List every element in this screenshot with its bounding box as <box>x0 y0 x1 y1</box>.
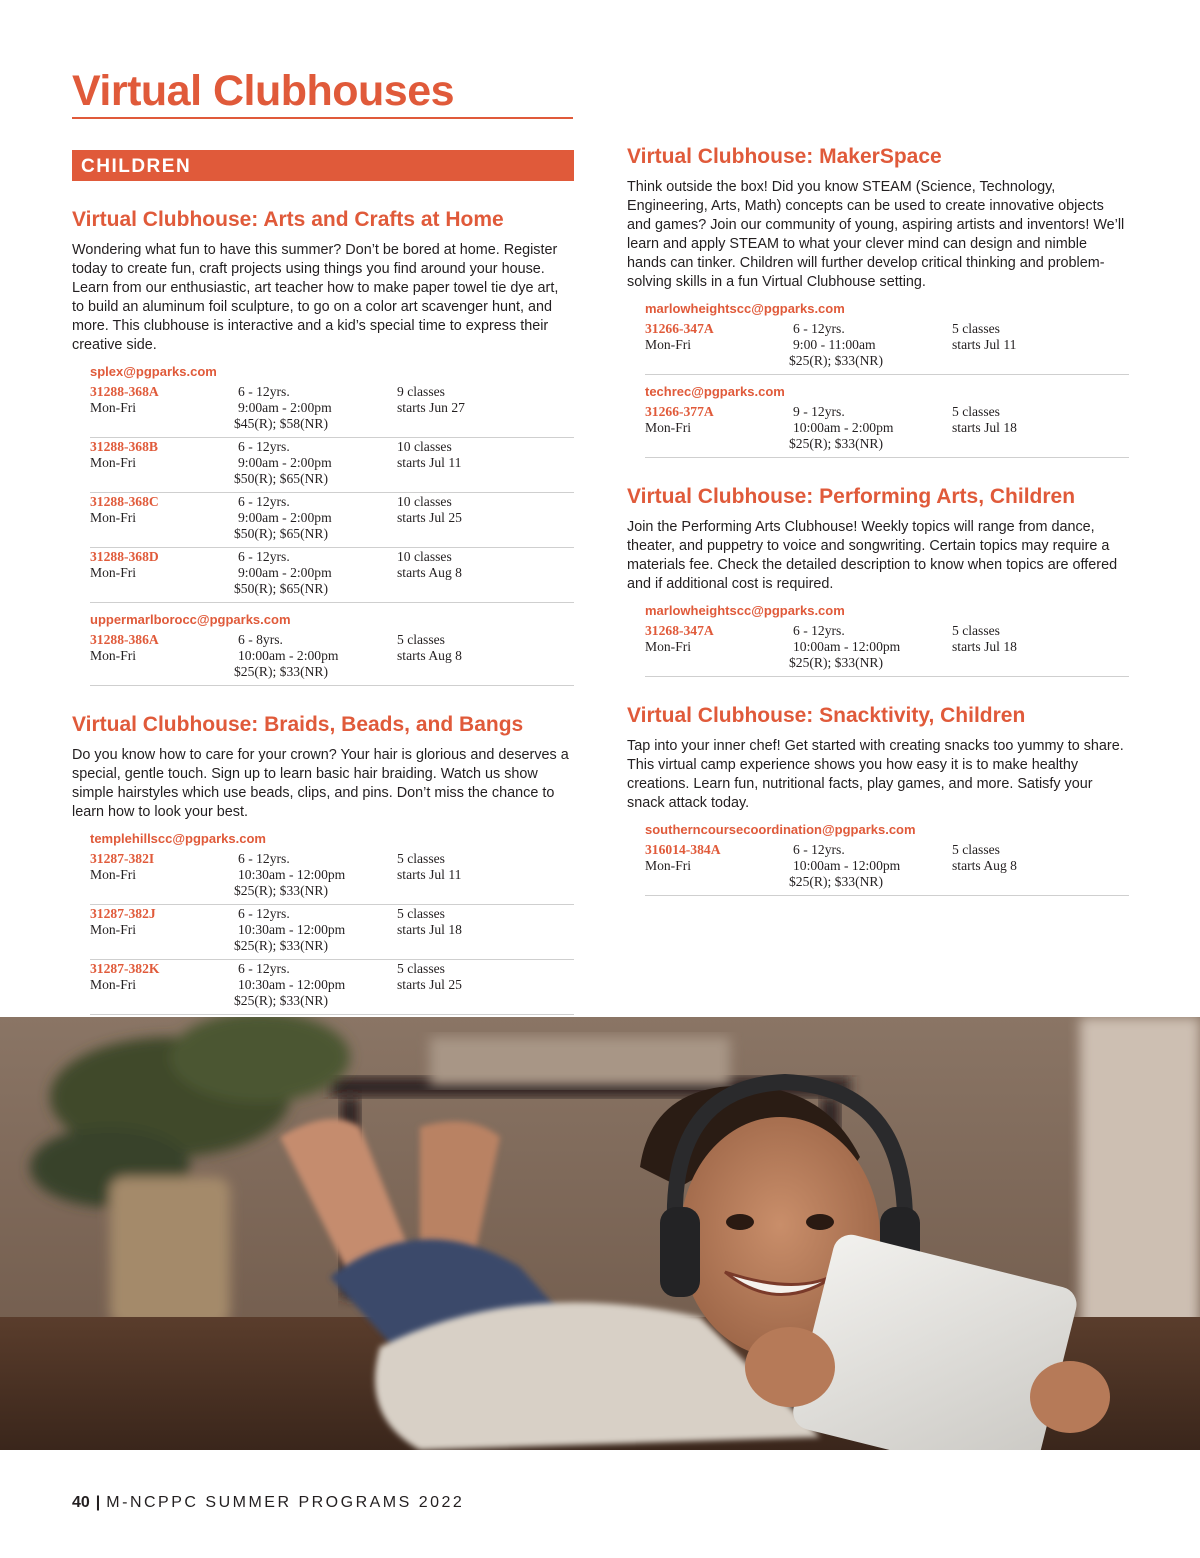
left-program-list <box>72 207 574 1015</box>
contact-email-link[interactable]: splex@pgparks.com <box>90 364 217 379</box>
offering-row <box>90 549 574 603</box>
course-start-date: starts Aug 8 <box>397 565 462 580</box>
course-ages: 6 - 12yrs. <box>238 961 290 976</box>
program-section <box>627 144 1129 458</box>
contact-email-link[interactable]: techrec@pgparks.com <box>645 384 785 399</box>
course-ages: 6 - 8yrs. <box>238 632 283 647</box>
course-time: 9:00am - 2:00pm <box>238 455 332 470</box>
course-code: 31268-347A <box>645 623 714 638</box>
course-start-date: starts Jul 11 <box>397 867 462 882</box>
left-column <box>72 150 574 1041</box>
course-fee: $45(R); $58(NR) <box>234 416 329 431</box>
course-days: Mon-Fri <box>90 977 137 992</box>
course-days: Mon-Fri <box>645 639 692 654</box>
course-time: 9:00am - 2:00pm <box>238 400 332 415</box>
offering-row <box>645 842 1129 896</box>
course-start-date: starts Aug 8 <box>952 858 1017 873</box>
footer-separator: | <box>95 1494 101 1511</box>
course-days: Mon-Fri <box>90 648 137 663</box>
course-start-date: starts Jul 11 <box>397 455 462 470</box>
course-code: 31288-368D <box>90 549 159 564</box>
course-start-date: starts Jun 27 <box>397 400 465 415</box>
course-time: 10:00am - 2:00pm <box>793 420 894 435</box>
course-fee: $50(R); $65(NR) <box>234 526 329 541</box>
offering-row <box>90 961 574 1015</box>
course-ages: 6 - 12yrs. <box>238 439 290 454</box>
course-class-count: 5 classes <box>397 632 445 647</box>
offering-list <box>90 831 574 1015</box>
program-description: Tap into your inner chef! Get started with creating snacks too yummy to share. This virtual camp experience shows you how easy it is to make healthy creations. Learn fun, nutritional facts, play games, and more. Satisfy your snack attack today. <box>627 738 1124 811</box>
course-fee: $25(R); $33(NR) <box>789 874 884 889</box>
course-code: 31266-377A <box>645 404 714 419</box>
offering-row <box>90 906 574 960</box>
course-days: Mon-Fri <box>645 337 692 352</box>
course-fee: $50(R); $65(NR) <box>234 471 329 486</box>
offering-list <box>90 364 574 686</box>
course-days: Mon-Fri <box>645 858 692 873</box>
course-start-date: starts Jul 18 <box>952 639 1017 654</box>
course-fee: $25(R); $33(NR) <box>789 655 884 670</box>
program-description: Do you know how to care for your crown? Your hair is glorious and deserves a special, gentle touch. Sign up to learn basic hair braiding. Watch us show simple hairstyles which use beads, clips, and pins. Don’t miss the chance to learn how to look your best. <box>72 747 569 820</box>
offering-row <box>90 439 574 493</box>
course-days: Mon-Fri <box>90 455 137 470</box>
offering-list <box>645 822 1129 896</box>
course-ages: 6 - 12yrs. <box>793 842 845 857</box>
offering-list <box>645 603 1129 677</box>
course-start-date: starts Jul 18 <box>952 420 1017 435</box>
program-section <box>72 207 574 686</box>
child-with-tablet-photo <box>0 1017 1200 1450</box>
course-class-count: 10 classes <box>397 439 452 454</box>
course-ages: 6 - 12yrs. <box>238 906 290 921</box>
offering-row <box>645 404 1129 458</box>
course-ages: 6 - 12yrs. <box>793 321 845 336</box>
course-class-count: 10 classes <box>397 549 452 564</box>
course-code: 31288-368C <box>90 494 159 509</box>
program-title: Virtual Clubhouse: Performing Arts, Children <box>627 485 1076 508</box>
course-time: 10:30am - 12:00pm <box>238 867 346 882</box>
course-days: Mon-Fri <box>90 922 137 937</box>
course-time: 10:00am - 12:00pm <box>793 639 901 654</box>
offering-row <box>90 384 574 438</box>
course-code: 31288-368B <box>90 439 158 454</box>
course-days: Mon-Fri <box>90 565 137 580</box>
course-code: 31288-368A <box>90 384 159 399</box>
course-days: Mon-Fri <box>90 510 137 525</box>
program-description: Join the Performing Arts Clubhouse! Weekly topics will range from dance, theater, and puppetry to voice and songwriting. Certain topics may require a materials fee. Check the detailed description to know when topics are offered and if additional cost is required. <box>627 519 1118 592</box>
contact-email-link[interactable]: uppermarlborocc@pgparks.com <box>90 612 291 627</box>
course-days: Mon-Fri <box>645 420 692 435</box>
course-days: Mon-Fri <box>90 867 137 882</box>
contact-email-link[interactable]: templehillscc@pgparks.com <box>90 831 266 846</box>
program-description: Think outside the box! Did you know STEAM (Science, Technology, Engineering, Arts, Math) concepts can be used to create innovative objects and games? Join our community of young, aspiring artists and inventors! We’ll learn and apply STEAM to what your clever mind can design and nimble hands can tinker. Children will further develop critical thinking and problem-solving skills in a fun Virtual Clubhouse setting. <box>627 179 1125 290</box>
course-fee: $25(R); $33(NR) <box>789 353 884 368</box>
offering-row <box>90 494 574 548</box>
contact-email-link[interactable]: southerncoursecoordination@pgparks.com <box>645 822 916 837</box>
course-start-date: starts Jul 18 <box>397 922 462 937</box>
offering-row <box>645 623 1129 677</box>
course-time: 10:00am - 12:00pm <box>793 858 901 873</box>
course-start-date: starts Aug 8 <box>397 648 462 663</box>
course-ages: 6 - 12yrs. <box>238 384 290 399</box>
course-ages: 6 - 12yrs. <box>238 494 290 509</box>
offering-row <box>645 321 1129 375</box>
course-code: 316014-384A <box>645 842 721 857</box>
course-code: 31287-382K <box>90 961 160 976</box>
program-title: Virtual Clubhouse: Snacktivity, Children <box>627 704 1026 727</box>
course-start-date: starts Jul 25 <box>397 977 462 992</box>
page-title: Virtual Clubhouses <box>72 66 573 119</box>
course-class-count: 5 classes <box>952 623 1000 638</box>
right-column <box>627 144 1129 922</box>
course-time: 10:30am - 12:00pm <box>238 977 346 992</box>
course-ages: 6 - 12yrs. <box>793 623 845 638</box>
program-section <box>72 712 574 1015</box>
course-code: 31288-386A <box>90 632 159 647</box>
course-code: 31287-382I <box>90 851 155 866</box>
right-program-list <box>627 144 1129 896</box>
program-title: Virtual Clubhouse: MakerSpace <box>627 145 942 168</box>
course-time: 9:00am - 2:00pm <box>238 565 332 580</box>
course-class-count: 5 classes <box>952 842 1000 857</box>
photo-illustration <box>0 1017 1200 1450</box>
course-class-count: 5 classes <box>952 321 1000 336</box>
offering-row <box>90 632 574 686</box>
program-description: Wondering what fun to have this summer? Don’t be bored at home. Register today to create fun, craft projects using things you find around your house. Learn from our enthusiastic, art teacher how to make paper towel tie dye art, to build an aluminum foil sculpture, to go on a color art scavenger hunt, and more. This clubhouse is interactive and a kid’s special time to express their creative side. <box>72 242 559 353</box>
course-class-count: 9 classes <box>397 384 445 399</box>
course-fee: $25(R); $33(NR) <box>789 436 884 451</box>
page-footer <box>72 1494 464 1512</box>
course-code: 31287-382J <box>90 906 156 921</box>
offering-list <box>645 301 1129 458</box>
program-title: Virtual Clubhouse: Arts and Crafts at Home <box>72 208 504 231</box>
program-section <box>627 484 1129 677</box>
course-code: 31266-347A <box>645 321 714 336</box>
course-time: 10:30am - 12:00pm <box>238 922 346 937</box>
course-time: 10:00am - 2:00pm <box>238 648 339 663</box>
course-fee: $50(R); $65(NR) <box>234 581 329 596</box>
course-fee: $25(R); $33(NR) <box>234 883 329 898</box>
publication-title: M-NCPPC SUMMER PROGRAMS 2022 <box>106 1494 465 1511</box>
course-time: 9:00am - 2:00pm <box>238 510 332 525</box>
course-fee: $25(R); $33(NR) <box>234 664 329 679</box>
course-ages: 6 - 12yrs. <box>238 851 290 866</box>
page-number: 40 <box>72 1494 90 1511</box>
offering-row <box>90 851 574 905</box>
course-class-count: 5 classes <box>952 404 1000 419</box>
course-days: Mon-Fri <box>90 400 137 415</box>
program-section <box>627 703 1129 896</box>
course-fee: $25(R); $33(NR) <box>234 993 329 1008</box>
contact-email-link[interactable]: marlowheightscc@pgparks.com <box>645 603 845 618</box>
course-class-count: 10 classes <box>397 494 452 509</box>
program-title: Virtual Clubhouse: Braids, Beads, and Bangs <box>72 713 524 736</box>
course-class-count: 5 classes <box>397 961 445 976</box>
course-start-date: starts Jul 25 <box>397 510 462 525</box>
course-time: 9:00 - 11:00am <box>793 337 876 352</box>
course-class-count: 5 classes <box>397 851 445 866</box>
course-ages: 6 - 12yrs. <box>238 549 290 564</box>
course-fee: $25(R); $33(NR) <box>234 938 329 953</box>
course-start-date: starts Jul 11 <box>952 337 1017 352</box>
contact-email-link[interactable]: marlowheightscc@pgparks.com <box>645 301 845 316</box>
course-ages: 9 - 12yrs. <box>793 404 845 419</box>
course-class-count: 5 classes <box>397 906 445 921</box>
category-banner: CHILDREN <box>72 150 574 181</box>
